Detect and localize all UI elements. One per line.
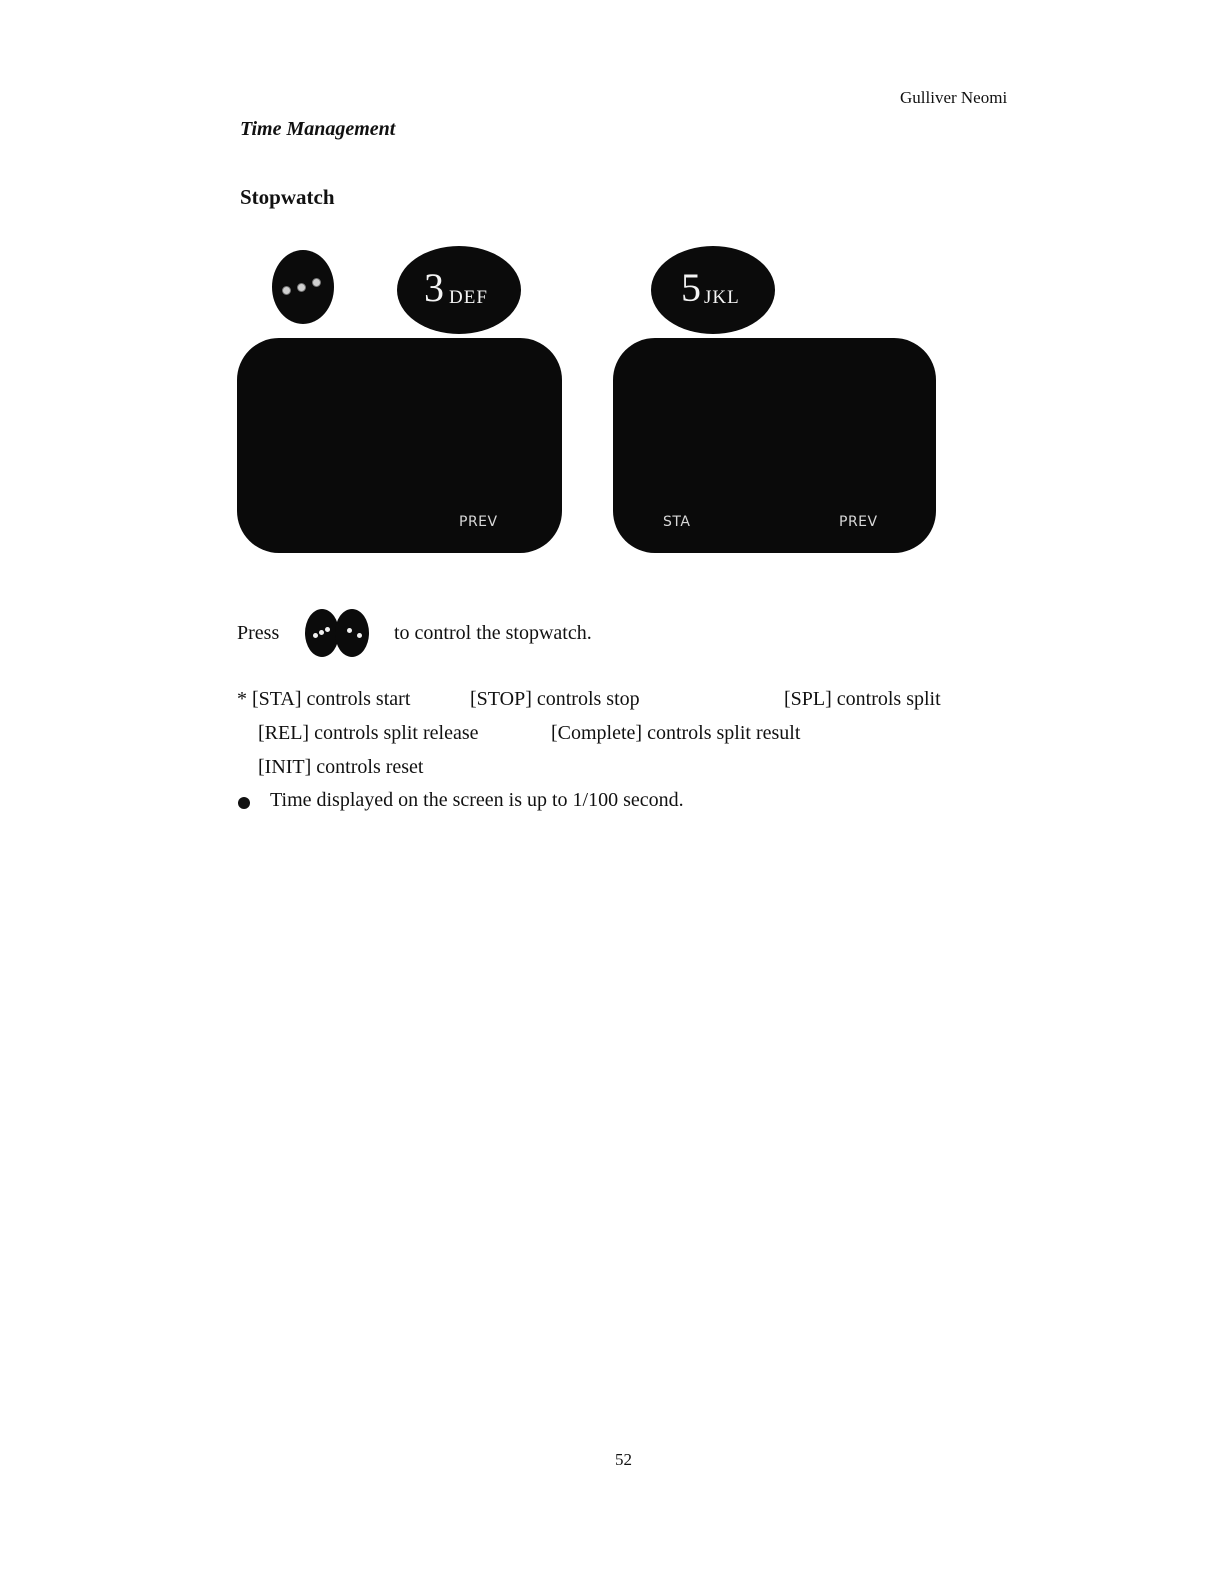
softkey-dot-icon — [347, 628, 352, 633]
note-stop: [STOP] controls stop — [470, 688, 640, 710]
instruction-press: Press — [237, 622, 280, 644]
note-sta: * [STA] controls start — [237, 688, 411, 710]
running-header-author: Gulliver Neomi — [900, 88, 1008, 107]
softkey-dot-icon — [357, 633, 362, 638]
key-5-icon — [651, 246, 775, 334]
softkey-prev: PREV — [839, 514, 878, 530]
menu-dot-icon — [312, 278, 321, 287]
key-3-letters: DEF — [449, 287, 488, 308]
key-3-digit: 3 — [424, 265, 444, 310]
bullet-icon — [238, 797, 250, 809]
softkey-dot-icon — [319, 630, 324, 635]
menu-dot-icon — [297, 283, 306, 292]
key-5-letters: JKL — [704, 287, 740, 308]
key-3-icon — [397, 246, 521, 334]
instruction-tail: to control the stopwatch. — [394, 622, 592, 644]
subsection-title: Stopwatch — [240, 185, 335, 209]
key-5-digit: 5 — [681, 265, 701, 310]
softkey-dot-icon — [325, 627, 330, 632]
note-complete: [Complete] controls split result — [551, 722, 801, 744]
menu-dot-icon — [282, 286, 291, 295]
note-init: [INIT] controls reset — [258, 756, 424, 778]
menu-key-icon — [272, 250, 334, 324]
softkey-prev: PREV — [459, 514, 498, 530]
right-softkey-icon — [335, 609, 369, 657]
softkeys-icon — [305, 609, 369, 657]
note-rel: [REL] controls split release — [258, 722, 479, 744]
section-title: Time Management — [240, 118, 396, 140]
page-number: 52 — [615, 1450, 632, 1469]
phone-screen-1 — [237, 338, 562, 553]
bullet-text: Time displayed on the screen is up to 1/100 second. — [270, 789, 684, 811]
note-spl: [SPL] controls split — [784, 688, 941, 710]
phone-screen-2 — [613, 338, 936, 553]
softkey-dot-icon — [313, 633, 318, 638]
softkey-sta: STA — [663, 514, 691, 530]
